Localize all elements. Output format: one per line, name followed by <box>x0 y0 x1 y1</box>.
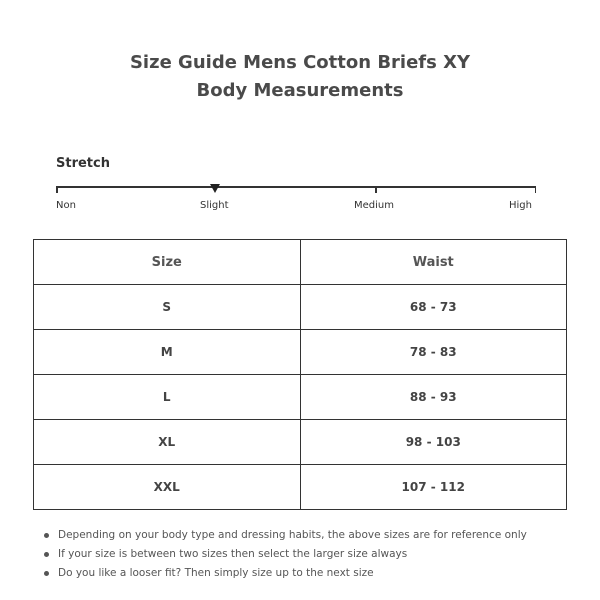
table-row <box>34 420 567 465</box>
table-header-row <box>34 240 567 285</box>
stretch-level-high: High <box>509 200 532 211</box>
note-item: If your size is between two sizes then select the larger size always <box>40 545 527 564</box>
size-table <box>33 239 567 510</box>
waist-cell: 78 - 83 <box>300 330 567 375</box>
stretch-marker-icon <box>210 184 220 193</box>
table-row <box>34 375 567 420</box>
table-row <box>34 330 567 375</box>
stretch-level-non: Non <box>56 200 76 211</box>
notes-list <box>40 526 527 583</box>
stretch-tick-high <box>535 186 537 193</box>
stretch-scale <box>56 186 536 196</box>
table-row <box>34 285 567 330</box>
stretch-level-slight: Slight <box>200 200 229 211</box>
header-waist: Waist <box>300 240 567 285</box>
size-cell: XL <box>34 420 301 465</box>
page-subtitle: Body Measurements <box>196 80 404 101</box>
page-title: Size Guide Mens Cotton Briefs XY <box>129 52 471 73</box>
waist-cell: 68 - 73 <box>300 285 567 330</box>
header-size: Size <box>34 240 301 285</box>
stretch-level-medium: Medium <box>354 200 394 211</box>
waist-cell: 98 - 103 <box>300 420 567 465</box>
waist-cell: 88 - 93 <box>300 375 567 420</box>
size-cell: XXL <box>34 465 301 510</box>
size-cell: S <box>34 285 301 330</box>
stretch-tick-medium <box>375 186 377 193</box>
size-cell: L <box>34 375 301 420</box>
stretch-scale-line <box>56 186 536 188</box>
note-item: Depending on your body type and dressing habits, the above sizes are for reference only <box>40 526 527 545</box>
waist-cell: 107 - 112 <box>300 465 567 510</box>
stretch-tick-non <box>56 186 58 193</box>
table-row <box>34 465 567 510</box>
stretch-label: Stretch <box>56 156 110 171</box>
size-cell: M <box>34 330 301 375</box>
note-item: Do you like a looser fit? Then simply size up to the next size <box>40 564 527 583</box>
